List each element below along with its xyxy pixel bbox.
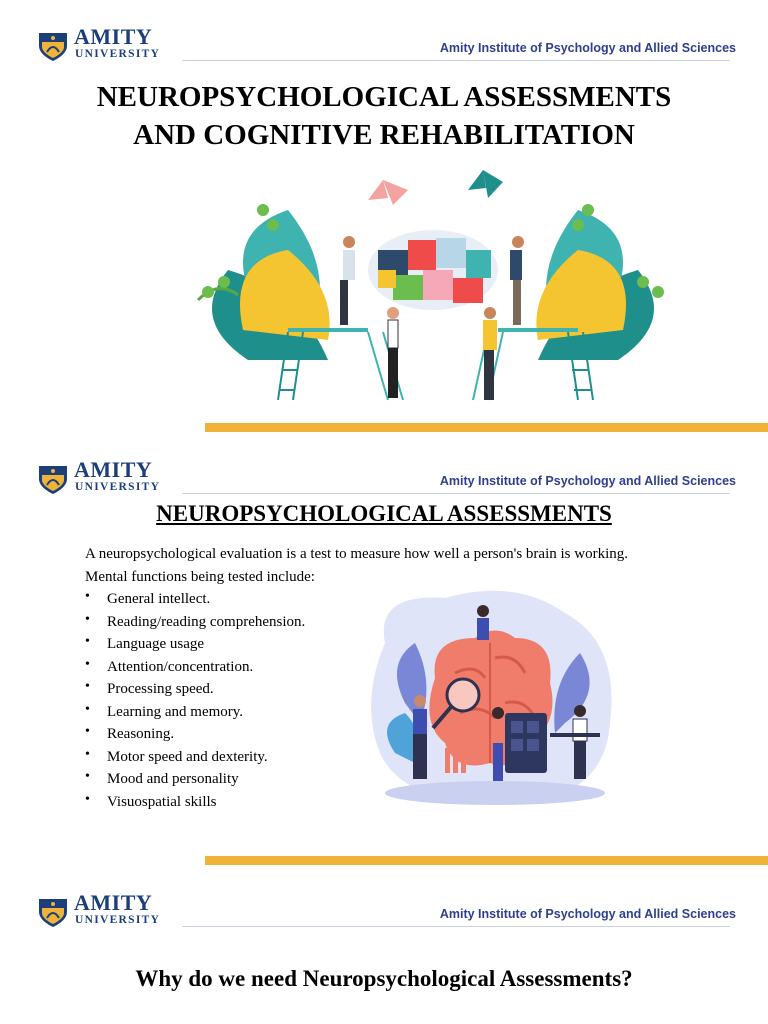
intro-line-2: Mental functions being tested include:: [85, 568, 315, 585]
list-item: [85, 791, 305, 814]
bullet-icon: •: [85, 746, 90, 762]
list-item: [85, 656, 305, 679]
list-item: [85, 611, 305, 634]
bullet-icon: •: [85, 656, 90, 672]
amity-shield-icon: [37, 30, 69, 62]
list-item: [85, 678, 305, 701]
section-heading: Why do we need Neuropsychological Assessments?: [135, 966, 633, 991]
intro-text: [85, 543, 685, 588]
section-heading: NEUROPSYCHOLOGICAL ASSESSMENTS: [156, 501, 612, 526]
amity-logo: [37, 890, 177, 930]
slide-assessments: [0, 433, 768, 866]
title-line-2: AND COGNITIVE REHABILITATION: [133, 119, 635, 151]
brain-puzzle-illustration: [188, 170, 678, 410]
bullet-icon: •: [85, 724, 90, 739]
list-item-text: General intellect.: [107, 591, 211, 607]
list-item-text: Language usage: [107, 636, 205, 652]
slide-why-assessments: [0, 866, 768, 1024]
institute-name: Amity Institute of Psychology and Allied Sciences: [439, 474, 736, 488]
brain-research-illustration: [365, 583, 625, 808]
slide-title: [0, 0, 768, 433]
amity-logo: [37, 457, 177, 497]
mental-functions-list: [85, 588, 305, 813]
logo-subtext: UNIVERSITY: [75, 914, 161, 926]
bullet-icon: •: [85, 589, 90, 604]
bullet-icon: •: [85, 634, 90, 649]
title-line-1: NEUROPSYCHOLOGICAL ASSESSMENTS: [96, 81, 672, 113]
logo-text: AMITY: [74, 890, 153, 915]
list-item-text: Mood and personality: [107, 771, 239, 787]
institute-name: Amity Institute of Psychology and Allied Sciences: [439, 41, 736, 55]
bullet-icon: •: [85, 611, 90, 627]
slide-footer-bar: [205, 856, 768, 865]
list-item-text: Reasoning.: [107, 726, 175, 742]
list-item-text: Visuospatial skills: [107, 793, 217, 810]
list-item: [85, 701, 305, 724]
amity-shield-icon: [37, 463, 69, 495]
list-item: [85, 746, 305, 769]
bullet-icon: •: [85, 769, 90, 784]
header-divider: [182, 926, 730, 927]
bullet-icon: •: [85, 679, 90, 694]
header-divider: [182, 493, 730, 494]
list-item: [85, 588, 305, 611]
list-item: [85, 633, 305, 656]
list-item-text: Reading/reading comprehension.: [107, 613, 306, 630]
logo-text: AMITY: [74, 457, 153, 482]
institute-name: Amity Institute of Psychology and Allied Sciences: [439, 907, 736, 921]
list-item-text: Attention/concentration.: [107, 658, 254, 675]
slide-footer-bar: [205, 423, 768, 432]
logo-text: AMITY: [74, 24, 153, 49]
list-item: [85, 723, 305, 746]
amity-logo: [37, 24, 177, 64]
header-divider: [182, 60, 730, 61]
list-item-text: Processing speed.: [107, 681, 214, 697]
amity-shield-icon: [37, 896, 69, 928]
slide-title-heading: [0, 78, 768, 154]
logo-subtext: UNIVERSITY: [75, 48, 161, 60]
list-item: [85, 768, 305, 791]
list-item-text: Learning and memory.: [107, 703, 244, 720]
intro-line-1: A neuropsychological evaluation is a test to measure how well a person's brain is working.: [85, 546, 628, 562]
bullet-icon: •: [85, 701, 90, 717]
bullet-icon: •: [85, 791, 90, 807]
list-item-text: Motor speed and dexterity.: [107, 748, 268, 765]
logo-subtext: UNIVERSITY: [75, 481, 161, 493]
